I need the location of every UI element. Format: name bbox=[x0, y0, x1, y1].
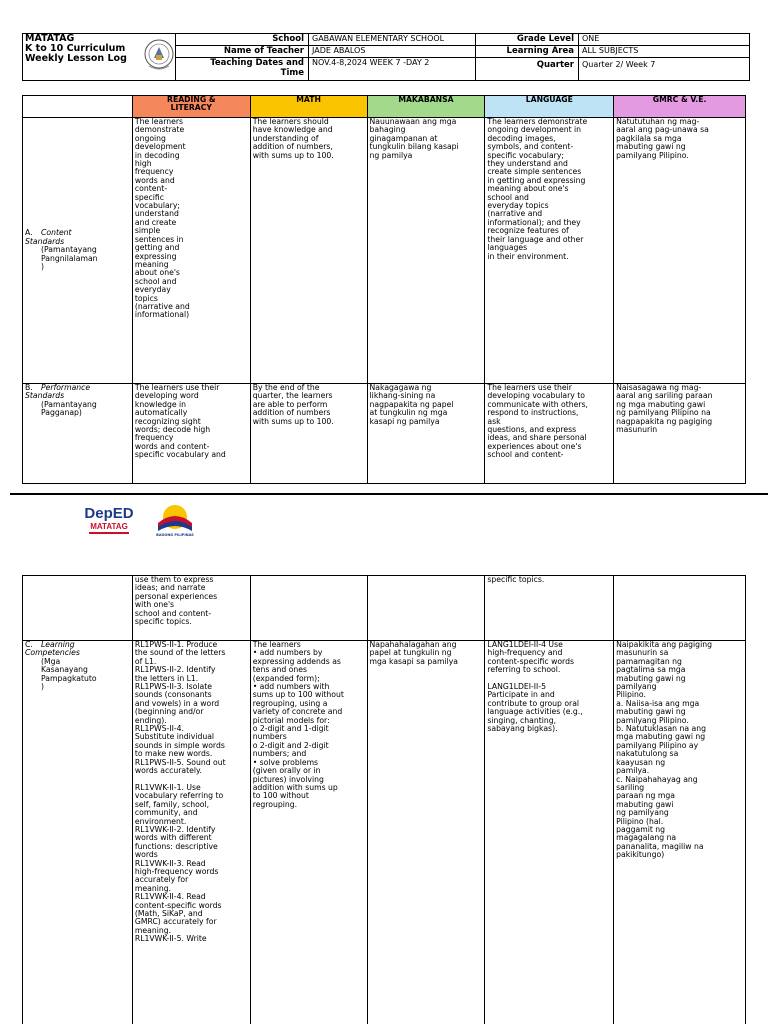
teacher-label: Name of Teacher bbox=[223, 46, 304, 56]
col-header-language: LANGUAGE bbox=[485, 96, 614, 118]
row-number: A. bbox=[25, 228, 33, 238]
bagong-pilipinas-text: BAGONG PILIPINAS bbox=[156, 533, 194, 537]
row-header-performance-standards bbox=[23, 384, 133, 484]
deped-logo-text: DepED bbox=[84, 505, 134, 522]
quarter-label: Quarter bbox=[536, 60, 574, 70]
content-gmrc: Natututuhan ng mag- aaral ang pag-unawa sa pagkilala sa mga mabuting gawi ng pamilyang Pilipino. bbox=[614, 118, 746, 384]
performance-makabansa-cont bbox=[367, 576, 485, 641]
content-math: The learners should have knowledge and understanding of addition of numbers, with sums up to 100. bbox=[250, 118, 367, 384]
content-makabansa: Nauunawaan ang mga bahaging ginagampanan at tungkulin bilang kasapi ng pamilya bbox=[367, 118, 485, 384]
row-sublabel: (Pamantayang Pangnilalaman ) bbox=[41, 245, 98, 272]
row-label: Content Standards bbox=[25, 228, 72, 246]
col-header-reading: READING & LITERACY bbox=[132, 96, 250, 118]
corner-cell bbox=[23, 96, 133, 118]
competency-language: LANG1LDEI-II-4 Use high-frequency and content-specific words referring to school. LANG1LDEI-II-5 Participate in and contribute to group oral language activities (e.g., singing, chanting, sabayang bigkas). bbox=[485, 641, 614, 1024]
school-value: GABAWAN ELEMENTARY SCHOOL bbox=[312, 34, 445, 43]
lesson-table-page1 bbox=[22, 95, 746, 484]
row-header-content-standards bbox=[23, 118, 133, 384]
performance-reading-cont: use them to express ideas; and narrate personal experiences with one's school and content- specific topics. bbox=[132, 576, 250, 641]
row-number: B. bbox=[25, 383, 33, 392]
row-sublabel: (Mga Kasanayang Pampagkatuto ) bbox=[41, 656, 97, 692]
grade-value: ONE bbox=[582, 34, 600, 43]
quarter-value: Quarter 2/ Week 7 bbox=[582, 60, 656, 69]
col-header-math: MATH bbox=[250, 96, 367, 118]
col-header-gmrc: GMRC & V.E. bbox=[614, 96, 746, 118]
performance-math: By the end of the quarter, the learners are able to perform addition of numbers with sums up to 100. bbox=[250, 384, 367, 484]
content-reading: The learners demonstrate ongoing development in decoding high frequency words and content- specific vocabulary; understand and create simple sentences in getting and expressing meaning about one's school and everyday topics (narrative and informational) bbox=[132, 118, 250, 384]
row-header-performance-cont bbox=[23, 576, 133, 641]
lesson-table-page2 bbox=[22, 575, 746, 1024]
competency-reading: RL1PWS-II-1. Produce the sound of the letters of L1. RL1PWS-II-2. Identify the letters in L1. RL1PWS-II-3. Isolate sounds (consonants and vowels) in a word (beginning and/or ending). RL1PWS-II-4. Substitute individual sounds in simple words to make new words. RL1PWS-II-5. Sound out words accurately. RL1VWK-II-1. Use vocabulary referring to self, family, school, community, and environment. RL1VWK-II-2. Identify words with different functions: descriptive words RL1VWK-II-3. Read high-frequency words accurately for meaning. RL1VWK-II-4. Read content-specific words (Math, SiKaP, and GMRC) accurately for meaning. RL1VWK-II-5. Write bbox=[132, 641, 250, 1024]
area-label: Learning Area bbox=[506, 46, 574, 56]
competency-makabansa: Napahahalagahan ang papel at tungkulin ng mga kasapi sa pamilya bbox=[367, 641, 485, 1024]
performance-reading: The learners use their developing word knowledge in automatically recognizing sight words; decode high frequency words and content- specific vocabulary and bbox=[132, 384, 250, 484]
row-sublabel: (Pamantayang Pagganap) bbox=[41, 399, 97, 418]
performance-language-cont: specific topics. bbox=[485, 576, 614, 641]
row-number: C. bbox=[25, 640, 33, 649]
row-header-learning-competencies bbox=[23, 641, 133, 1024]
performance-language: The learners use their developing vocabulary to communicate with others, respond to instructions, ask questions, and express ideas, and share personal experiences about one's school and content- bbox=[485, 384, 614, 484]
performance-math-cont bbox=[250, 576, 367, 641]
page-separator bbox=[10, 493, 768, 495]
grade-label: Grade Level bbox=[516, 34, 574, 44]
performance-gmrc: Naisasagawa ng mag- aaral ang sariling paraan ng mga mabuting gawi ng pamilyang Pilipino na nagpapakita ng pagiging masunurin bbox=[614, 384, 746, 484]
deped-matatag-logo bbox=[78, 505, 140, 541]
document-title: MATATAG K to 10 Curriculum Weekly Lesson Log bbox=[25, 33, 127, 64]
school-label: School bbox=[272, 34, 304, 44]
matatag-logo-text: MATATAG bbox=[90, 522, 128, 531]
competency-gmrc: Naipakikita ang pagiging masunurin sa pamamagitan ng pagtalima sa mga mabuting gawi ng pamilyang Pilipino. a. Naiisa-isa ang mga mabuting gawi ng pamilyang Pilipino. b. Natutuklasan na ang mga mabuting gawi ng pamilyang Pilipino ay nakatutulong sa kaayusan ng pamilya. c. Naipahahayag ang sariling paraan ng mga mabuting gawi ng pamilyang Pilipino (hal. paggamit ng magagalang na pananalita, magiliw na pakikitungo) bbox=[614, 641, 746, 1024]
performance-makabansa: Nakagagawa ng likhang-sining na nagpapakita ng papel at tungkulin ng mga kasapi ng pamilya bbox=[367, 384, 485, 484]
area-value: ALL SUBJECTS bbox=[582, 46, 639, 55]
row-label: Performance Standards bbox=[25, 383, 91, 401]
deped-seal-icon bbox=[143, 36, 175, 76]
dates-value: NOV.4-8,2024 WEEK 7 -DAY 2 bbox=[312, 58, 430, 67]
col-header-makabansa: MAKABANSA bbox=[367, 96, 485, 118]
row-label: Learning Competencies bbox=[25, 640, 80, 658]
performance-gmrc-cont bbox=[614, 576, 746, 641]
teacher-value: JADE ABALOS bbox=[312, 46, 366, 55]
dates-label: Teaching Dates and Time bbox=[210, 58, 304, 78]
content-language: The learners demonstrate ongoing development in decoding images, symbols, and content- specific vocabulary; they understand and create simple sentences in getting and expressing meaning about one's school and everyday topics (narrative and informational); and they recognize features of their language and other languages in their environment. bbox=[485, 118, 614, 384]
competency-math: The learners • add numbers by expressing addends as tens and ones (expanded form); • add numbers with sums up to 100 without regrouping, using a variety of concrete and pictorial models for: o 2-digit and 1-digit numbers o 2-digit and 2-digit numbers; and • solve problems (given orally or in pictures) involving addition with sums up to 100 without regrouping. bbox=[250, 641, 367, 1024]
